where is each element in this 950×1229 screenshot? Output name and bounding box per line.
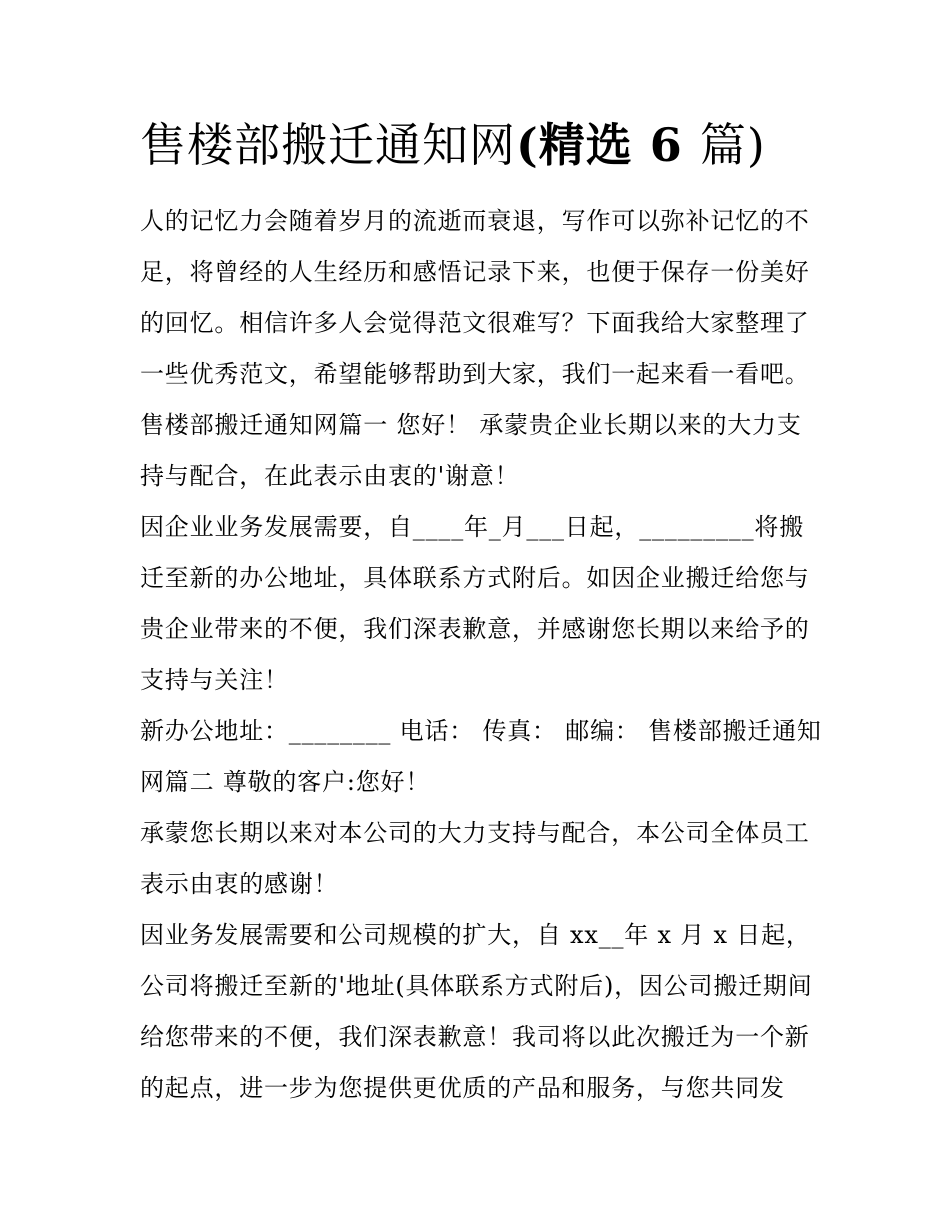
text-line: 表示由衷的感谢！: [140, 870, 339, 898]
text-line: 一些优秀范文，希望能够帮助到大家，我们一起来看一看吧。: [140, 360, 810, 388]
text-line: 网篇二 尊敬的客户:您好！: [140, 768, 431, 796]
text-line: 的起点，进一步为您提供更优质的产品和服务，与您共同发: [140, 1074, 785, 1102]
text-line: 支持与关注！: [140, 666, 289, 694]
title-text: 售楼部搬迁通知网: [140, 118, 516, 172]
text-line: 迁至新的办公地址，具体联系方式附后。如因企业搬迁给您与: [140, 564, 810, 592]
text-line: 人的记忆力会随着岁月的流逝而衰退，写作可以弥补记忆的不: [140, 207, 810, 235]
text-line: 公司将搬迁至新的'地址(具体联系方式附后)，因公司搬迁期间: [140, 972, 813, 1000]
text-line: 承蒙您长期以来对本公司的大力支持与配合，本公司全体员工: [140, 819, 810, 847]
text-line: 售楼部搬迁通知网篇一 您好！ 承蒙贵企业长期以来的大力支: [140, 411, 802, 439]
text-line: 因业务发展需要和公司规模的扩大，自 xx__年 x 月 x 日起，: [140, 921, 811, 949]
text-line: 新办公地址：________ 电话： 传真： 邮编： 售楼部搬迁通知: [140, 717, 822, 745]
title-suffix: 篇): [699, 118, 766, 172]
text-line: 持与配合，在此表示由衷的'谢意！: [140, 462, 520, 490]
title-paren-open: (精选: [516, 118, 633, 172]
text-line: 贵企业带来的不便，我们深表歉意，并感谢您长期以来给予的: [140, 615, 810, 643]
text-line: 因企业业务发展需要，自____年_月___日起，_________将搬: [140, 513, 804, 541]
text-line: 的回忆。相信许多人会觉得范文很难写？下面我给大家整理了: [140, 309, 810, 337]
text-line: 足，将曾经的人生经历和感悟记录下来，也便于保存一份美好: [140, 258, 810, 286]
title-number: 6: [632, 118, 700, 172]
body-text: [140, 196, 830, 1114]
text-line: 给您带来的不便，我们深表歉意！我司将以此次搬迁为一个新: [140, 1023, 810, 1051]
page-title: [140, 113, 840, 177]
